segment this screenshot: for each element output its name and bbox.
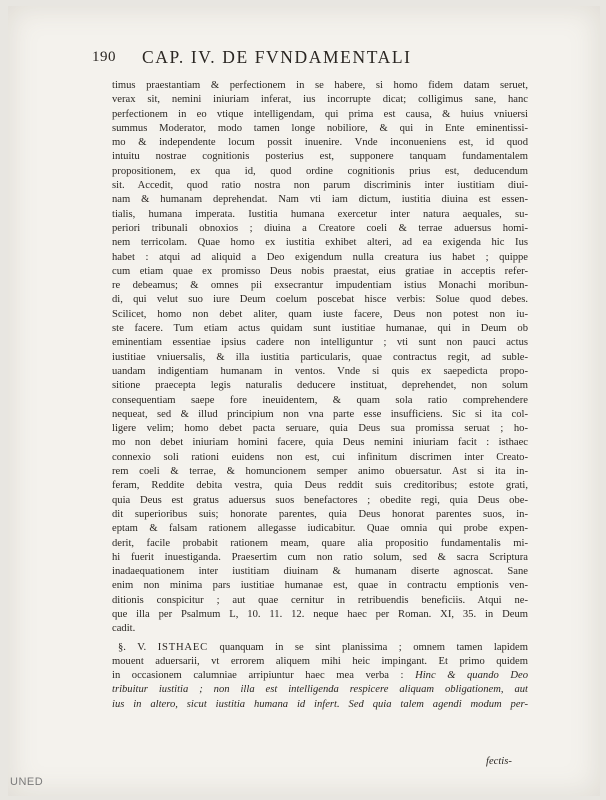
paragraph-2-line: mouent aduersarii, vt errorem aliquem mihi heic impingant. Et primo quidem xyxy=(112,655,528,667)
paragraph-1-line: hi fuerit inuestiganda. Praesertim cum non ratio solum, sed & sacra Scriptura xyxy=(112,551,528,563)
paragraph-1-line: inadaequationem inter iustitiam diuinam & humanam diserte agnoscat. Sane xyxy=(112,566,528,578)
paragraph-1-line: mo non debet iniuriam homini facere, quia Deus nemini iniuriam facit : isthaec xyxy=(112,437,528,449)
paragraph-1-line: timus praestantiam & perfectionem in se habere, si homo fidem datam seruet, xyxy=(112,80,528,91)
paragraph-1-line: cadit. xyxy=(112,623,136,635)
paragraph-1-line: cum etiam quae ex promisso Deus nobis praestat, eius gratiae in acceptis refer- xyxy=(112,265,528,277)
body-text xyxy=(112,79,528,712)
paragraph-2-line: tribuitur iustitia ; non illa est intelligenda respicere aliquam obligationem, aut xyxy=(112,684,528,696)
paragraph-1-line: nam & humanam deprehendat. Nam vti iam dictum, iustitia diuina est essen- xyxy=(112,194,528,206)
paragraph-1-line: feram, Reddite debita vestra, quia Deus reddit suis creditoribus; estote grati, xyxy=(112,480,528,492)
paragraph-1-line: uandam indigentiam humanam in ventos. Vnde si quis ex saepedicta propo- xyxy=(112,365,528,377)
paragraph-1-line: iustitiae vniuersalis, & illa iustitia particularis, quae contractus regit, ad suble- xyxy=(112,351,528,363)
catchword: fectis- xyxy=(486,756,512,767)
paragraph-1-line: eptam & falsam rationem allegasse iudicabitur. Quae omnia qui probe expen- xyxy=(112,523,528,535)
paragraph-1-line: quia Deus est gratus aduersus suos benefactores ; obedite regi, quia Deus obe- xyxy=(112,494,528,506)
paragraph-1-line: ligere velim; homo debet pacta seruare, quia Deus sua promissa seruat ; ho- xyxy=(112,423,528,435)
paragraph-2-line: ius in altero, sicut iustitia humana id infert. Sed quia talem agendi modum per- xyxy=(112,698,528,710)
section-mark: §. V. xyxy=(118,641,147,653)
paragraph-1-line: re debeamus; & omnes pii exsecrantur impudentiam istius Monachi moribun- xyxy=(112,280,528,292)
paragraph-1-line: ste facere. Tum etiam actus quidam sunt iustitiae humanae, qui in Deum ob xyxy=(112,323,528,335)
paragraph-1-line: nem terricolam. Quae homo ex iustitia exhibet alteri, ad ea exigenda hic Ius xyxy=(112,237,528,249)
paragraph-1-line: di, qui velut suo iure Deum coelum poscebat hisce verbis: Solue quod debes. xyxy=(112,294,528,306)
paragraph-1-line: ditionis conspicitur ; aut quae cernitur in retribuendis beneficiis. Atqui ne- xyxy=(112,594,528,606)
paragraph-2-line: §. V. ISTHAEC quanquam in se sint planissima ; omnem tamen lapidem xyxy=(118,641,528,653)
paragraph-1-line: sitione praecepta legis naturalis deducere instituat, deprehendet, non solum xyxy=(112,380,528,392)
paragraph-2-line: in occasionem calumniae arripiuntur haec mea verba : Hinc & quando Deo xyxy=(112,670,528,682)
paragraph-1-line: connexio soli rationi euidens non est, cui infinitum discrimen inter Creato- xyxy=(112,451,528,463)
paragraph-2 xyxy=(112,641,528,712)
library-watermark: UNED xyxy=(10,776,44,788)
paragraph-1-line: summus Moderator, modo tamen longe nobiliore, & qui in Ente eminentissi- xyxy=(112,122,528,134)
lead-word: ISTHAEC xyxy=(157,641,209,653)
paragraph-1-line: Scilicet, homo non debet aliter, quam iuste facere, Deus non potest non iu- xyxy=(112,308,528,320)
paragraph-1-line: sit. Accedit, quod ratio nostra non parum discriminis inter iustitiam diui- xyxy=(112,180,528,192)
paragraph-1-line: que illa per Psalmum L, 10. 11. 12. neque haec per Roman. XI, 35. in Deum xyxy=(112,608,528,620)
paragraph-1-line: intuitu nostrae cognitionis posterius est, supponere tanquam fundamentalem xyxy=(112,151,528,163)
page-number: 190 xyxy=(92,49,116,65)
paragraph-1-line: mo & independente locum possit inuenire. Vnde inconueniens est, id quod xyxy=(112,137,528,149)
paragraph-1-line: tialis, humana imperata. Iustitia humana exercetur inter natura aequales, su- xyxy=(112,208,528,220)
paragraph-1-line: consequentiam saepe fore ineuidentem, & quam sola ratio comprehendere xyxy=(112,394,528,406)
page-header xyxy=(92,49,564,75)
paragraph-1-line: habet : atqui ad aliquid a Deo exigendum nulla creatura ius habet ; quippe xyxy=(112,251,528,263)
paragraph-1-line: derit, facile probabit rationem meam, quare alia propositio fundamentalis mi- xyxy=(112,537,528,549)
paragraph-1-line: periori tribunali obnoxios ; diuina a Creatore coeli & terrae aduersus homi- xyxy=(112,222,528,234)
paragraph-1-line: verax sit, nemini iniuriam inferat, ius incorrupte dicat; colligimus sane, hanc xyxy=(112,94,528,106)
running-head: CAP. IV. DE FVNDAMENTALI xyxy=(142,47,412,67)
paragraph-1-line: propositionem, ex qua id, quod ordine cognitionis prius est, deducendum xyxy=(112,165,528,177)
paragraph-1-line: enim non minima pars iustitiae humanae est, quae in contractu emptionis ven- xyxy=(112,580,528,592)
paragraph-1-line: rem coeli & terrae, & homuncionem semper animo obuersatur. Ast si ita in- xyxy=(112,466,528,478)
paragraph-1-line: dit superioribus suis; honorate parentes, quia Deus honorat parentes suos, in- xyxy=(112,508,528,520)
paragraph-1-line: nequeat, sed & illud principium non vna parte esse insufficiens. Sic si ita col- xyxy=(112,408,528,420)
paragraph-1-line: perfectionem in eo vtique intelligendam, qui prima est causa, & huius vniuersi xyxy=(112,108,528,120)
paragraph-1-line: eminentiam essentiae ipsius cadere non intelliguntur ; vti sunt non pauci actus xyxy=(112,337,528,349)
paragraph-1 xyxy=(112,79,528,637)
